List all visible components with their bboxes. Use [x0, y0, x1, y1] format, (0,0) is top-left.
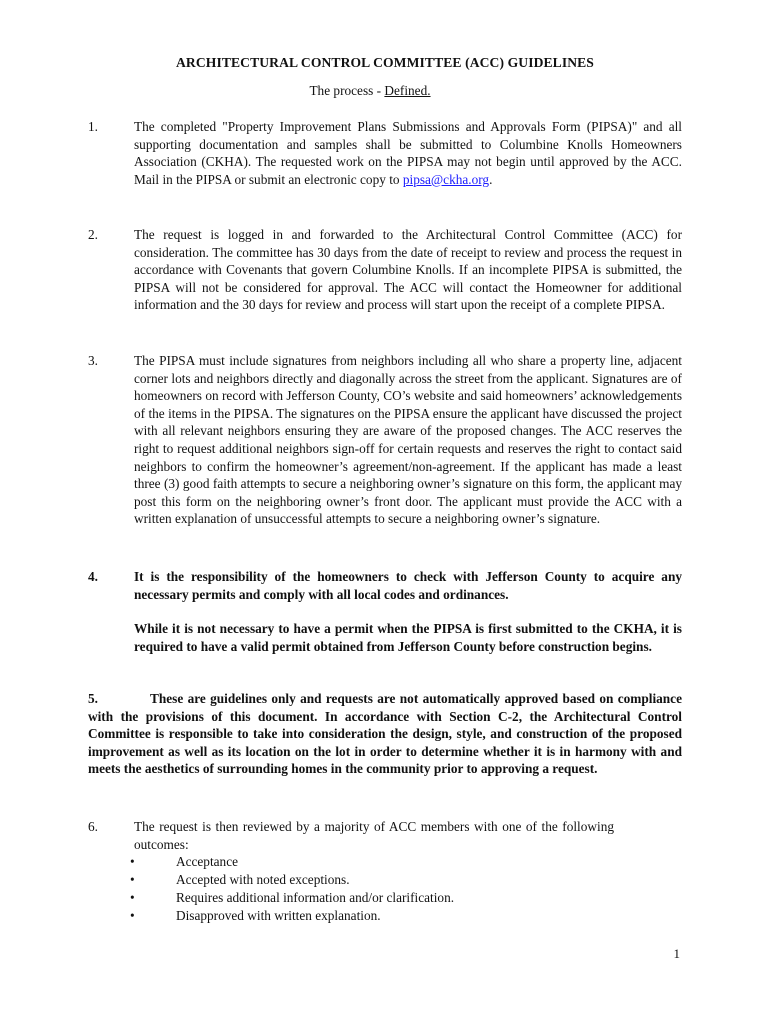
item-text-2: While it is not necessary to have a permit when the PIPSA is first submitted to the CKHA, it is required to have a valid permit obtained from Jefferson County before construction begins.	[134, 621, 682, 654]
item-text: It is the responsibility of the homeowners to check with Jefferson County to acquire any necessary permits and comply with all local codes and ordinances.	[134, 569, 682, 602]
outcome-label: Disapproved with written explanation.	[176, 907, 381, 923]
item-text	[134, 118, 682, 188]
guideline-item-6	[88, 818, 682, 924]
guideline-item-4	[88, 568, 682, 655]
list-item	[88, 889, 682, 907]
subtitle-underlined: Defined.	[384, 83, 431, 98]
outcome-label: Accepted with noted exceptions.	[176, 871, 350, 887]
bullet-icon: •	[130, 907, 135, 923]
list-item	[88, 871, 682, 889]
document-title: ARCHITECTURAL CONTROL COMMITTEE (ACC) GUIDELINES	[176, 55, 594, 70]
item-number: 6.	[88, 819, 98, 834]
guideline-item-2	[88, 226, 682, 314]
item-number: 1.	[88, 119, 98, 134]
item-text: The request is then reviewed by a majority of ACC members with one of the following outcomes:	[134, 819, 614, 852]
item-number: 4.	[88, 569, 98, 584]
outcome-list	[88, 853, 682, 924]
bullet-icon: •	[130, 854, 135, 870]
page-number: 1	[673, 946, 680, 961]
guideline-item-5	[88, 690, 682, 778]
item-text: These are guidelines only and requests are not automatically approved based on compliance with the provisions of this document. In accordance with Section C-2, the Architectural Control Committee is responsible to take into consideration the design, style, and construction of the proposed improvement as well as its location on the lot in order to determine whether it is in harmony with and meets the aesthetics of surrounding homes in the community prior to approving a request.	[88, 691, 682, 777]
item-text: The request is logged in and forwarded to the Architectural Control Committee (ACC) for consideration. The committee has 30 days from the date of receipt to review and process the request in accordance with Covenants that govern Columbine Knolls. If an incomplete PIPSA is submitted, the PIPSA will not be considered for approval. The ACC will contact the Homeowner for additional information and the 30 days for review and process will start upon the receipt of a complete PIPSA.	[134, 227, 682, 313]
guideline-item-1	[88, 118, 682, 188]
guideline-item-3	[88, 352, 682, 528]
item-number: 2.	[88, 227, 98, 242]
list-item	[88, 907, 682, 925]
bullet-icon: •	[130, 871, 135, 887]
item-number: 5.	[88, 691, 98, 706]
email-link[interactable]: pipsa@ckha.org	[402, 171, 490, 187]
item-number: 3.	[88, 353, 98, 368]
document-subtitle	[0, 82, 740, 100]
item-1-text-end: .	[489, 171, 493, 187]
item-1-text: The completed "Property Improvement Plans Submissions and Approvals Form (PIPSA)" and all supporting documentation and samples shall be submitted to Columbine Knolls Homeowners Association (CKHA). The requested work on the PIPSA may not begin until approved by the ACC. Mail in the PIPSA or submit an electronic copy to	[134, 119, 682, 187]
item-text: The PIPSA must include signatures from neighbors including all who share a property line, adjacent corner lots and neighbors directly and diagonally across the street from the applicant. Signatures are of homeowners on record with Jefferson County, CO’s website and said homeowners’ acknowledgements of the items in the PIPSA. The signatures on the PIPSA ensure the applicant have discussed the project with all relevant neighbors ensuring they are aware of the proposed changes. The ACC reserves the right to request additional neighbors sign-off for certain requests and reserves the right to contact said neighbors to confirm the homeowner’s agreement/non-agreement. If the applicant has made a least three (3) good faith attempts to secure a neighboring owner’s signature on this form, the applicant may post this form on the neighboring owner’s front door. The applicant must provide the ACC with a written explanation of unsuccessful attempts to secure a neighboring owner’s signature.	[134, 353, 682, 527]
list-item	[88, 853, 682, 871]
bullet-icon: •	[130, 889, 135, 905]
subtitle-prefix: The process -	[309, 83, 385, 98]
outcome-label: Acceptance	[176, 854, 239, 870]
outcome-label: Requires additional information and/or clarification.	[176, 889, 455, 905]
